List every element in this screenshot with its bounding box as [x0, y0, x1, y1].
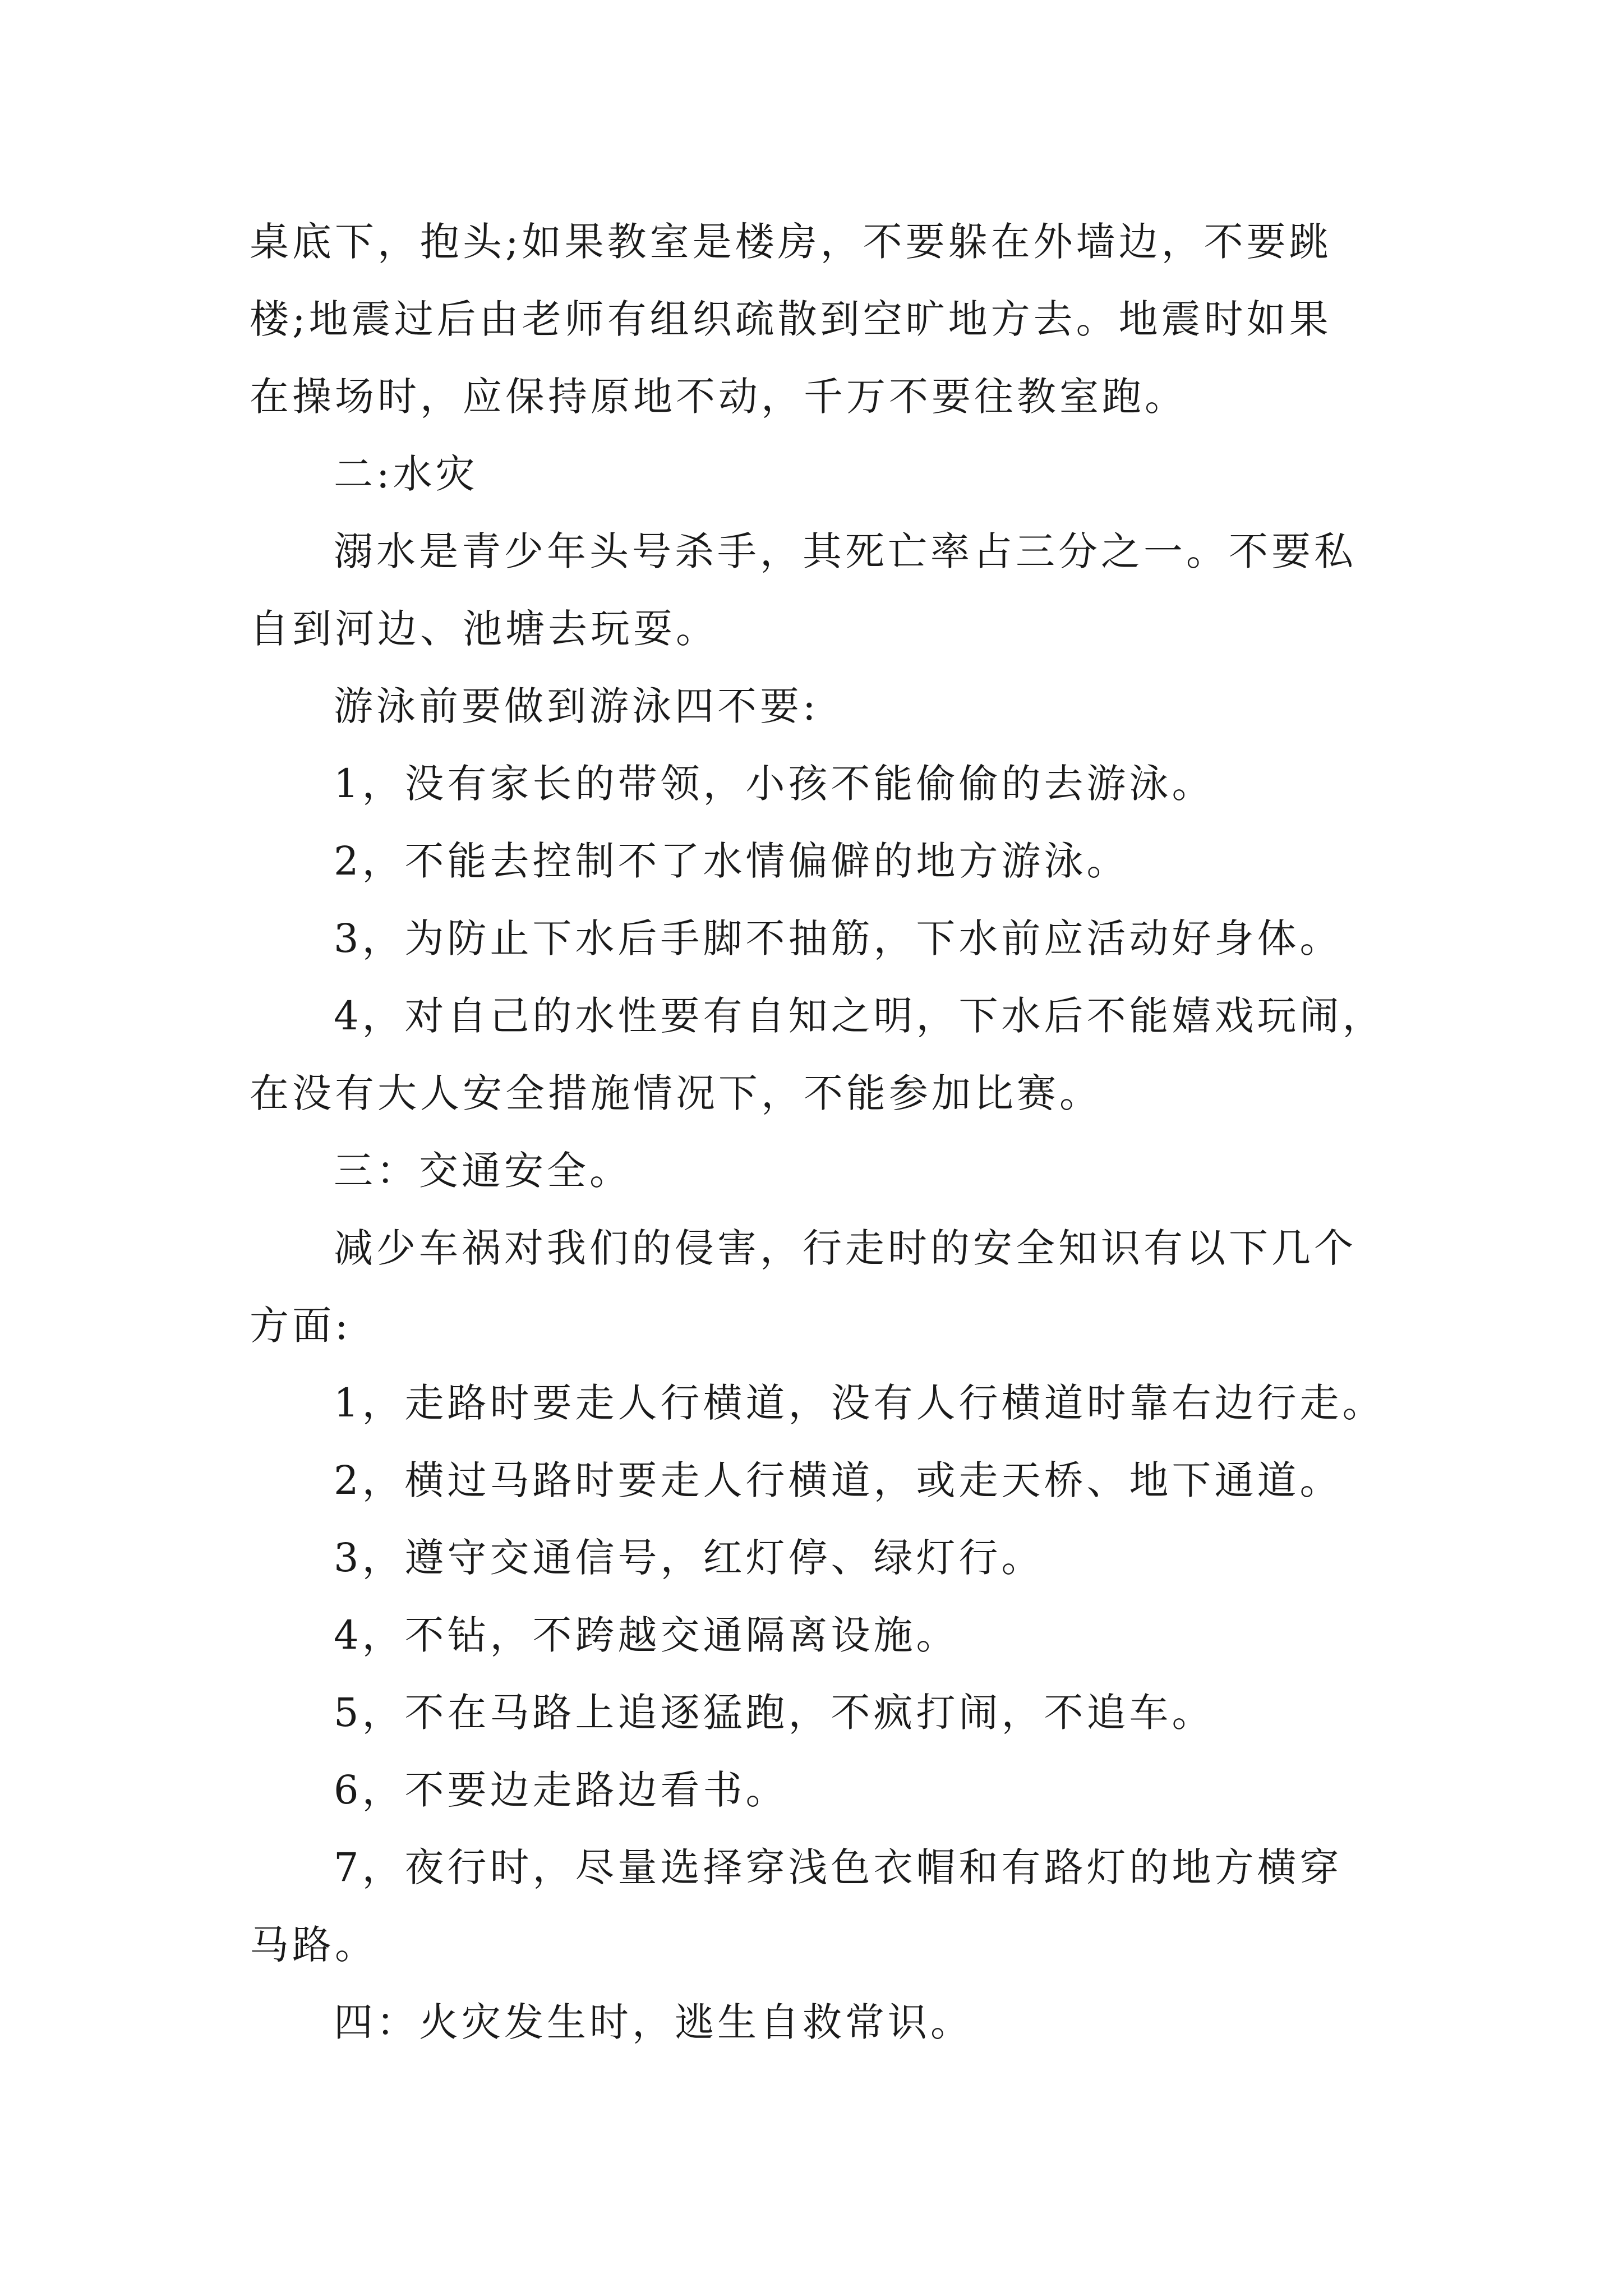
document-body	[250, 203, 1394, 2061]
paragraph-line: 减少车祸对我们的侵害，行走时的安全知识有以下几个	[334, 1225, 1357, 1271]
list-item: 5，不在马路上追逐猛跑，不疯打闹，不追车。	[334, 1690, 1215, 1736]
paragraph-line: 方面:	[250, 1303, 352, 1349]
section-heading-fire: 四：火灾发生时，逃生自救常识。	[334, 1999, 973, 2045]
list-item: 1，没有家长的带领，小孩不能偷偷的去游泳。	[334, 761, 1215, 807]
list-item-continuation: 马路。	[250, 1922, 377, 1968]
list-item-continuation: 在没有大人安全措施情况下，不能参加比赛。	[250, 1070, 1102, 1116]
paragraph-line: 楼;地震过后由老师有组织疏散到空旷地方去。地震时如果	[250, 296, 1332, 342]
list-item: 2，不能去控制不了水情偏僻的地方游泳。	[334, 838, 1129, 884]
paragraph-line: 溺水是青少年头号杀手，其死亡率占三分之一。不要私	[334, 528, 1357, 574]
list-item: 7，夜行时，尽量选择穿浅色衣帽和有路灯的地方横穿	[334, 1844, 1343, 1890]
list-item: 6，不要边走路边看书。	[334, 1767, 789, 1813]
paragraph-line: 桌底下，抱头;如果教室是楼房，不要躲在外墙边，不要跳	[250, 219, 1332, 265]
list-item: 3，遵守交通信号，红灯停、绿灯行。	[334, 1535, 1044, 1581]
list-item: 1，走路时要走人行横道，没有人行横道时靠右边行走。	[334, 1380, 1385, 1426]
list-item: 4，对自己的水性要有自知之明，下水后不能嬉戏玩闹，	[334, 993, 1385, 1039]
paragraph-line: 游泳前要做到游泳四不要:	[334, 683, 819, 729]
list-item: 3，为防止下水后手脚不抽筋，下水前应活动好身体。	[334, 915, 1343, 961]
list-item: 2，横过马路时要走人行横道，或走天桥、地下通道。	[334, 1457, 1343, 1503]
section-heading-traffic: 三：交通安全。	[334, 1148, 632, 1194]
section-heading-flood: 二:水灾	[334, 451, 478, 497]
paragraph-line: 在操场时，应保持原地不动，千万不要往教室跑。	[250, 374, 1187, 420]
paragraph-line: 自到河边、池塘去玩耍。	[250, 606, 718, 652]
list-item: 4，不钻，不跨越交通隔离设施。	[334, 1612, 959, 1658]
